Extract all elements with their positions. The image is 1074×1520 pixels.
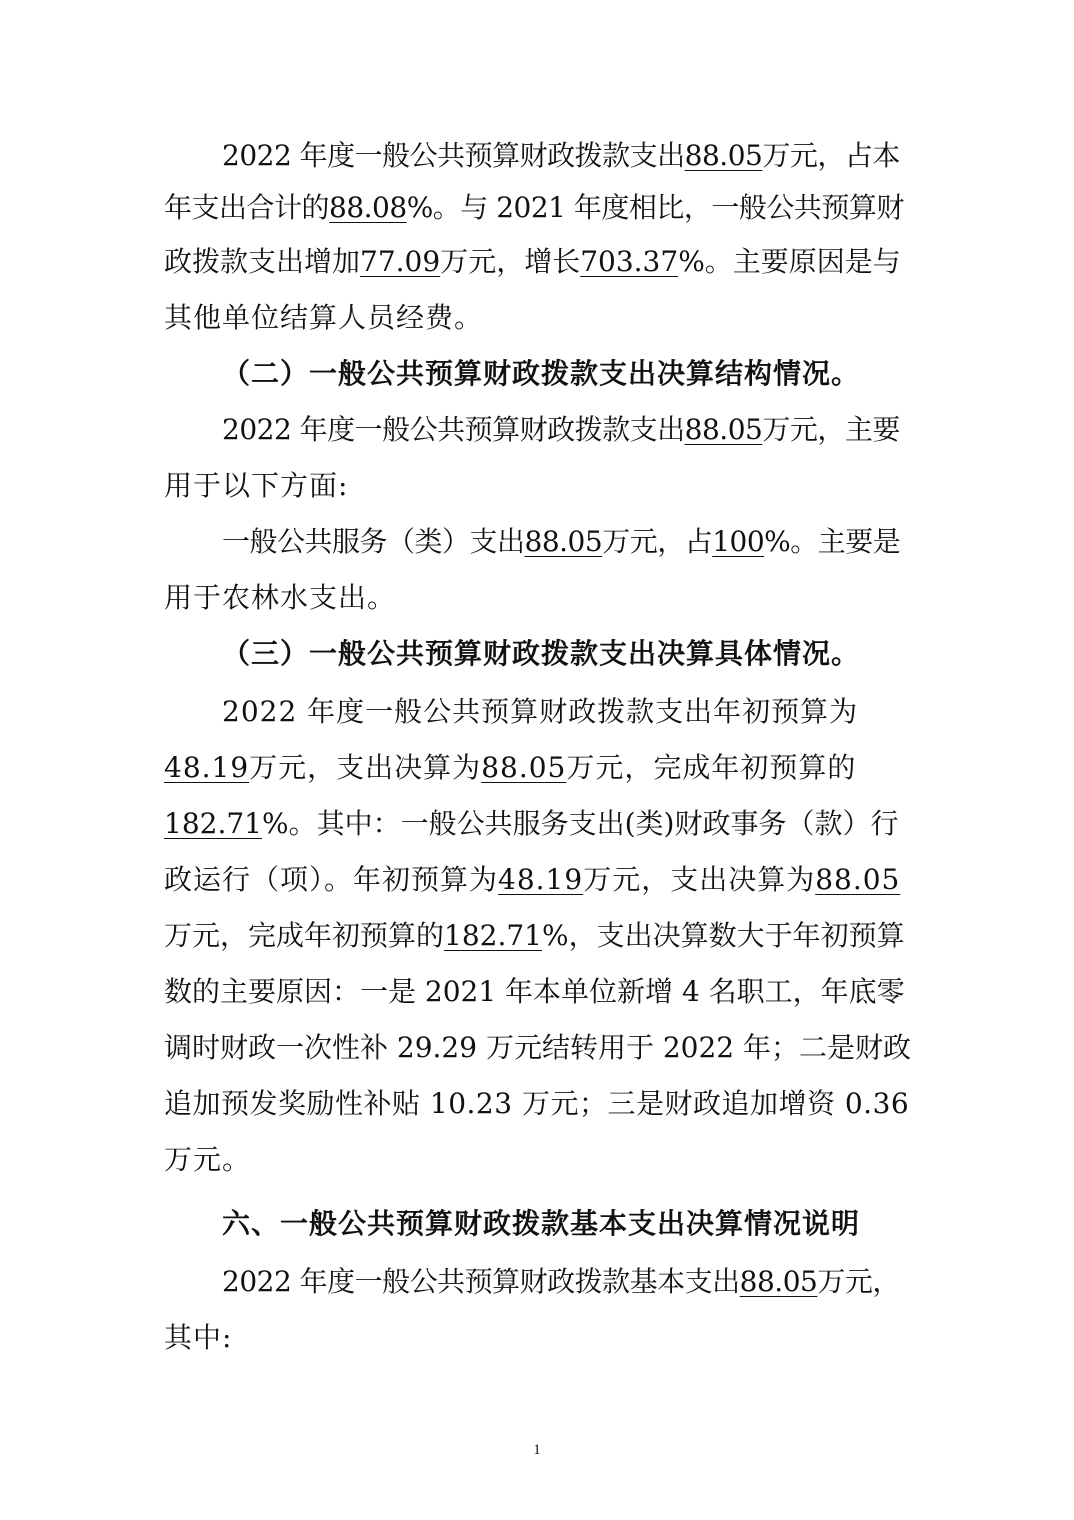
paragraph-line (222, 136, 912, 176)
underlined-value: 77.09 (360, 245, 441, 278)
text-run: %，支出决算数大于年初预算 (542, 919, 905, 952)
underlined-value: 48.19 (164, 751, 250, 784)
underlined-value: 88.05 (684, 139, 763, 172)
underlined-value: 88.08 (329, 191, 407, 224)
underlined-value: 703.37 (580, 245, 679, 278)
paragraph-line: 其他单位结算人员经费。 (164, 301, 484, 334)
underlined-value: 88.05 (524, 525, 603, 558)
text-run: 万元，占本 (762, 139, 900, 172)
paragraph-line (222, 1262, 912, 1302)
underlined-value: 88.05 (815, 863, 901, 896)
paragraph-line: 数的主要原因：一是 2021 年本单位新增 4 名职工，年底零 (164, 975, 905, 1008)
paragraph-line (222, 410, 912, 450)
text-run: 万元，完成年初预算的 (164, 919, 445, 952)
paragraph-line: 用于以下方面: (164, 469, 349, 502)
paragraph-line (164, 188, 912, 228)
text-run: %。其中：一般公共服务支出(类)财政事务（款）行 (261, 807, 899, 840)
text-run: 2022 年度一般公共预算财政拨款支出 (222, 139, 685, 172)
text-run: 年支出合计的 (164, 191, 330, 224)
underlined-value: 182.71 (444, 919, 542, 952)
text-run: 万元，支出决算为 (249, 751, 482, 784)
text-run: 政运行（项）。年初预算为 (164, 863, 499, 896)
text-run: 万元，支出决算为 (583, 863, 816, 896)
section-heading: 六、一般公共预算财政拨款基本支出决算情况说明 (222, 1207, 861, 1240)
paragraph-line (222, 522, 912, 562)
text-run: %。主要是 (764, 525, 901, 558)
text-run: 2022 年度一般公共预算财政拨款基本支出 (222, 1265, 740, 1298)
text-run: %。与 2021 年度相比，一般公共预算财 (406, 191, 904, 224)
page-number: 1 (533, 1442, 541, 1458)
underlined-value: 48.19 (498, 863, 584, 896)
text-run: %。主要原因是与 (678, 245, 901, 278)
paragraph-line (164, 748, 912, 788)
paragraph-line (164, 242, 912, 282)
paragraph-line (164, 804, 912, 844)
paragraph-line (164, 916, 912, 956)
text-run: 一般公共服务（类）支出 (222, 525, 525, 558)
paragraph-line: 用于农林水支出。 (164, 581, 397, 614)
paragraph-line: 其中: (164, 1321, 233, 1354)
paragraph-line: 追加预发奖励性补贴 10.23 万元；三是财政追加增资 0.36 (164, 1087, 910, 1120)
text-run: 万元，增长 (440, 245, 581, 278)
underlined-value: 88.05 (739, 1265, 818, 1298)
section-heading: （三）一般公共预算财政拨款支出决算具体情况。 (222, 637, 861, 670)
underlined-value: 100 (712, 525, 765, 558)
paragraph-line (164, 860, 912, 900)
paragraph-line: 万元。 (164, 1143, 252, 1176)
text-run: 万元，主要 (762, 413, 900, 446)
text-run: 2022 年度一般公共预算财政拨款支出 (222, 413, 685, 446)
text-run: 万元，完成年初预算的 (566, 751, 857, 784)
paragraph-line: 调时财政一次性补 29.29 万元结转用于 2022 年；二是财政 (164, 1031, 912, 1064)
underlined-value: 88.05 (481, 751, 567, 784)
section-heading: （二）一般公共预算财政拨款支出决算结构情况。 (222, 357, 861, 390)
underlined-value: 88.05 (684, 413, 763, 446)
underlined-value: 182.71 (164, 807, 262, 840)
paragraph-line: 2022 年度一般公共预算财政拨款支出年初预算为 (222, 695, 859, 728)
text-run: 万元， (817, 1265, 900, 1298)
text-run: 万元，占 (602, 525, 713, 558)
text-run: 政拨款支出增加 (164, 245, 361, 278)
